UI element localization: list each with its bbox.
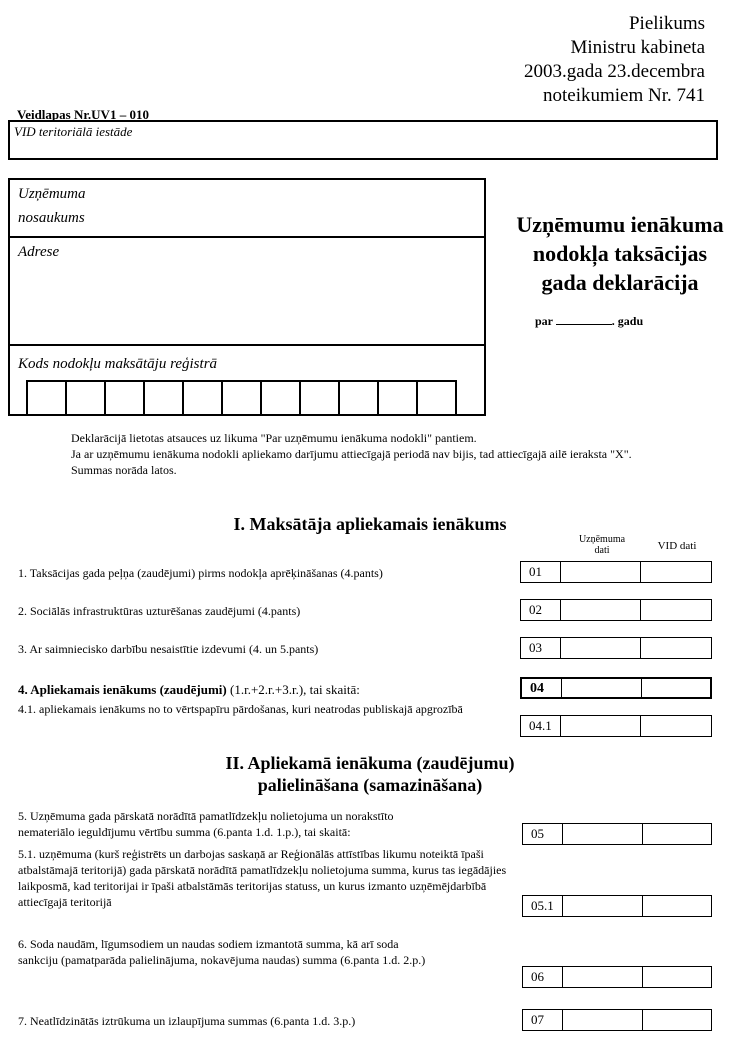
vid-office-label: VID teritoriālā iestāde	[14, 124, 133, 139]
row-07-vid-input[interactable]	[643, 1010, 711, 1030]
row-02-vid-input[interactable]	[641, 600, 711, 620]
company-name-label-2: nosaukums	[18, 210, 85, 226]
tax-code-cells[interactable]	[26, 380, 457, 414]
title-line-1: Uzņēmumu ienākuma	[516, 212, 724, 237]
row-01-company-input[interactable]	[561, 562, 641, 582]
tax-code-cell[interactable]	[340, 382, 379, 414]
tax-code-cell[interactable]	[262, 382, 301, 414]
row-07-text: 7. Neatlīdzinātās iztrūkuma un izlaupījuma summas (6.panta 1.d. 3.p.)	[18, 1014, 356, 1028]
row-05-company-input[interactable]	[563, 824, 643, 844]
intro-text	[18, 430, 708, 478]
row-04-text-rest: (1.r.+2.r.+3.r.), tai skaitā:	[226, 682, 360, 697]
row-05-1-company-input[interactable]	[563, 896, 643, 916]
row-04-text	[18, 682, 360, 698]
row-04-text-bold: 4. Apliekamais ienākums (zaudējumi)	[18, 682, 227, 697]
row-05-1-code: 05.1	[523, 896, 563, 916]
tax-code-cell[interactable]	[67, 382, 106, 414]
title-line-2: nodokļa taksācijas	[532, 241, 708, 266]
row-03-box	[520, 637, 712, 659]
header-line-cabinet: Ministru kabineta	[570, 37, 705, 58]
row-04-1-company-input[interactable]	[561, 716, 641, 736]
row-03-vid-input[interactable]	[641, 638, 711, 658]
header-line-date: 2003.gada 23.decembra	[524, 61, 705, 82]
intro-paragraph-1: Deklarācijā lietotas atsauces uz likuma "Par uzņēmumu ienākuma nodokli" pantiem.	[71, 431, 477, 445]
row-04-code: 04	[522, 679, 562, 697]
column-header-company-line-1: Uzņēmuma	[578, 534, 626, 545]
row-04-box	[520, 677, 712, 699]
row-04-company-input[interactable]	[562, 679, 642, 697]
company-name-field[interactable]	[10, 180, 484, 238]
title-line-3: gada deklarācija	[541, 270, 699, 295]
row-01-text: 1. Taksācijas gada peļņa (zaudējumi) pirms nodokļa aprēķināšanas (4.pants)	[18, 566, 383, 580]
column-header-vid: VID dati	[657, 540, 697, 552]
section-2-title-line-2: palielināšana (samazināšana)	[257, 775, 483, 795]
row-03-text: 3. Ar saimniecisko darbību nesaistītie izdevumi (4. un 5.pants)	[18, 642, 319, 656]
vid-office-field[interactable]	[8, 120, 718, 160]
tax-code-cell[interactable]	[418, 382, 457, 414]
row-04-1-vid-input[interactable]	[641, 716, 711, 736]
header-line-regulation: noteikumiem Nr. 741	[542, 85, 705, 106]
address-label: Adrese	[18, 244, 60, 260]
tax-code-cell[interactable]	[106, 382, 145, 414]
annex-header	[524, 12, 705, 108]
row-05-box	[522, 823, 712, 845]
section-1-title: I. Maksātāja apliekamais ienākums	[233, 514, 507, 534]
year-input[interactable]	[556, 314, 612, 325]
row-06-box	[522, 966, 712, 988]
company-name-label-1: Uzņēmuma	[18, 186, 86, 202]
year-suffix: . gadu	[611, 314, 644, 328]
address-field[interactable]	[10, 238, 484, 346]
tax-code-cell[interactable]	[301, 382, 340, 414]
row-05-1-vid-input[interactable]	[643, 896, 711, 916]
row-06-company-input[interactable]	[563, 967, 643, 987]
row-02-company-input[interactable]	[561, 600, 641, 620]
row-04-vid-input[interactable]	[642, 679, 710, 697]
row-07-company-input[interactable]	[563, 1010, 643, 1030]
section-2-title	[120, 752, 620, 796]
row-02-box	[520, 599, 712, 621]
row-06-code: 06	[523, 967, 563, 987]
row-05-1-text: 5.1. uzņēmuma (kurš reģistrēts un darbojas saskaņā ar Reģionālās attīstības likumu noteiktā īpaši atbalstāmajā teritorijā) gada pārskatā norādītā pamatlīdzekļu nolietojuma summa, kurus tas iegādājies laikposmā, kad teritorijai ir īpaši atbalstāmās teritorijas statuss, un kurus izmanto uzņēmējdarbībā attiecīgajā teritorijā	[18, 847, 507, 909]
row-06-text: 6. Soda naudām, līgumsodiem un naudas sodiem izmantotā summa, kā arī soda sankciju (pamatparāda palielinājuma, nokavējuma naudas) summa (6.panta 1.d. 2.p.)	[18, 937, 426, 967]
row-01-vid-input[interactable]	[641, 562, 711, 582]
row-06-vid-input[interactable]	[643, 967, 711, 987]
row-02-code: 02	[521, 600, 561, 620]
row-04-1-box	[520, 715, 712, 737]
tax-code-cell[interactable]	[223, 382, 262, 414]
year-prefix: par	[535, 314, 553, 328]
column-header-company-line-2: dati	[594, 545, 610, 556]
column-header-company	[562, 534, 642, 556]
row-07-box	[522, 1009, 712, 1031]
row-01-code: 01	[521, 562, 561, 582]
row-07-code: 07	[523, 1010, 563, 1030]
header-line-annex: Pielikums	[628, 13, 705, 34]
company-info-box	[8, 178, 486, 416]
tax-code-cell[interactable]	[28, 382, 67, 414]
tax-code-cell[interactable]	[184, 382, 223, 414]
document-title	[496, 210, 744, 297]
row-03-code: 03	[521, 638, 561, 658]
tax-code-label: Kods nodokļu maksātāju reģistrā	[18, 356, 218, 372]
intro-paragraph-3: Summas norāda latos.	[71, 463, 177, 477]
tax-code-section	[10, 346, 484, 414]
row-02-text: 2. Sociālās infrastruktūras uzturēšanas zaudējumi (4.pants)	[18, 604, 301, 618]
row-03-company-input[interactable]	[561, 638, 641, 658]
row-05-text: 5. Uzņēmuma gada pārskatā norādītā pamatlīdzekļu nolietojuma un norakstīto nemateriālo ieguldījumu vērtību summa (6.panta 1.d. 1.p.), tai skaitā:	[18, 809, 394, 839]
row-04-1-code: 04.1	[521, 716, 561, 736]
tax-code-cell[interactable]	[379, 382, 418, 414]
row-05-code: 05	[523, 824, 563, 844]
year-line	[535, 314, 643, 329]
row-04-1-text: 4.1. apliekamais ienākums no to vērtspapīru pārdošanas, kuri neatrodas publiskajā apgrozībā	[18, 702, 463, 716]
tax-code-cell[interactable]	[145, 382, 184, 414]
row-01-box	[520, 561, 712, 583]
section-2-title-line-1: II. Apliekamā ienākuma (zaudējumu)	[225, 753, 515, 773]
intro-paragraph-2: Ja ar uzņēmumu ienākuma nodokli apliekamo darījumu attiecīgajā periodā nav bijis, tad attiecīgajā ailē ieraksta "X".	[71, 447, 632, 461]
row-05-vid-input[interactable]	[643, 824, 711, 844]
form-number: Veidlapas Nr.UV1 – 010	[17, 107, 149, 122]
row-05-1-box	[522, 895, 712, 917]
